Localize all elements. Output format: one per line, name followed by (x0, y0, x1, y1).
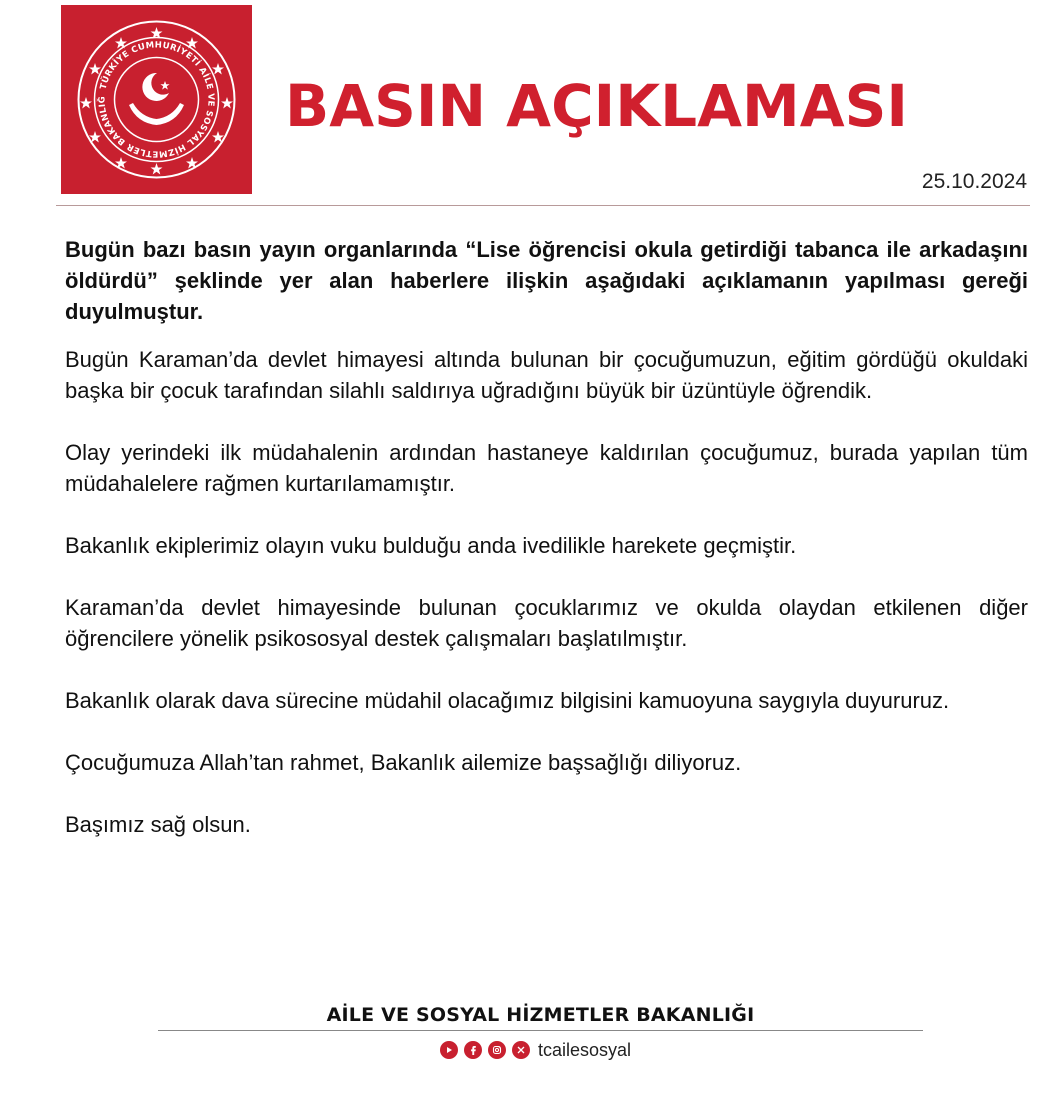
ministry-name: AİLE VE SOSYAL HİZMETLER BAKANLIĞI (326, 1004, 755, 1026)
footer-divider (158, 1030, 923, 1031)
youtube-icon[interactable] (440, 1041, 458, 1059)
x-icon[interactable] (512, 1041, 530, 1059)
body-paragraph-7: Başımız sağ olsun. (65, 812, 251, 837)
press-release-body (65, 234, 1028, 840)
release-date: 25.10.2024 (921, 170, 1027, 193)
header-divider (56, 205, 1030, 206)
instagram-icon[interactable] (488, 1041, 506, 1059)
ministry-seal-icon (61, 5, 252, 194)
body-paragraph-4: Karaman’da devlet himayesinde bulunan çocuklarımız ve okulda olaydan etkilenen diğer öğrencilere yönelik psikososyal destek çalışmaları başlatılmıştır. (65, 595, 1028, 651)
body-paragraph-3: Bakanlık ekiplerimiz olayın vuku bulduğu anda ivedilikle harekete geçmiştir. (65, 533, 797, 558)
facebook-icon[interactable] (464, 1041, 482, 1059)
ministry-logo (61, 5, 252, 194)
body-paragraph-6: Çocuğumuza Allah’tan rahmet, Bakanlık ailemize başsağlığı diliyoruz. (65, 750, 742, 775)
body-paragraph-2: Olay yerindeki ilk müdahalenin ardından hastaneye kaldırılan çocuğumuz, burada yapılan tüm müdahalelere rağmen kurtarılamamıştır. (65, 440, 1028, 496)
svg-text:TÜRKİYE CUMHURİYETİ AİLE VE SO: TÜRKİYE CUMHURİYETİ AİLE VE SOSYAL HİZMETLER BAKANLIĞ (97, 40, 216, 159)
body-paragraph-1: Bugün Karaman’da devlet himayesi altında bulunan bir çocuğumuzun, eğitim gördüğü okuldaki başka bir çocuk tarafından silahlı saldırıya uğradığını büyük bir üzüntüyle öğrendik. (65, 347, 1028, 403)
body-paragraph-5: Bakanlık olarak dava sürecine müdahil olacağımız bilgisini kamuoyuna saygıyla duyururuz. (65, 688, 950, 713)
social-links (440, 1040, 631, 1060)
page-title: BASIN AÇIKLAMASI (285, 72, 908, 140)
social-handle[interactable]: tcailesosyal (538, 1039, 632, 1060)
lead-paragraph: Bugün bazı basın yayın organlarında “Lise öğrencisi okula getirdiği tabanca ile arkadaşını öldürdü” şeklinde yer alan haberlere ilişkin aşağıdaki açıklamanın yapılması gereği duyulmuştur. (65, 237, 1028, 324)
